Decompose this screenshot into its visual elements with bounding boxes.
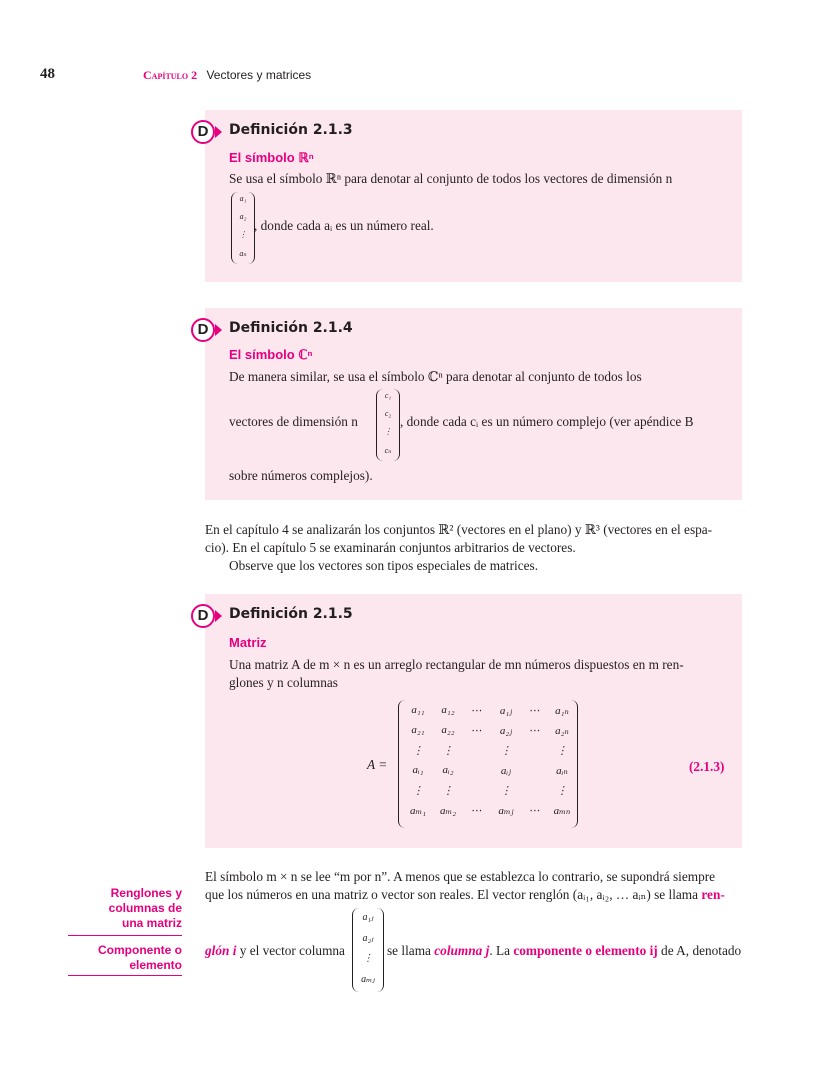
matrix-entry: a₁₁ (411, 704, 425, 716)
matrix-entry: ⋮ (500, 785, 512, 797)
definition-text: vectores de dimensión n (229, 414, 358, 429)
matrix-entry: ⋮ (442, 785, 454, 797)
badge-arrow-icon (215, 324, 222, 336)
column-vector-a (231, 192, 255, 264)
definition-badge-icon: D (191, 318, 215, 342)
vector-entry: ⋮ (363, 953, 373, 964)
matrix-entry: a₁₂ (441, 704, 455, 716)
matrix-entry: ⋮ (500, 745, 512, 757)
definition-subtitle: El símbolo ℝⁿ (229, 150, 314, 165)
chapter-title: Vectores y matrices (206, 68, 312, 82)
matrix-entry: a₂₁ (411, 724, 425, 736)
matrix-entry: ⋮ (412, 785, 424, 797)
body-text: y el vector columna (239, 943, 345, 958)
matrix-entry: aₘⱼ (498, 805, 514, 817)
matrix-entry: aₘ₂ (439, 805, 457, 817)
body-line: En el capítulo 4 se analizarán los conjuntos ℝ² (vectores en el plano) y ℝ³ (vectores en el espa- (205, 522, 713, 537)
body-text: . La (489, 943, 510, 958)
vector-entry: a₂ⱼ (362, 933, 374, 944)
definition-text: sobre números complejos). (229, 468, 373, 483)
matrix-entry: a₁ₙ (555, 705, 569, 717)
matrix-entry: a₂ⱼ (499, 725, 513, 737)
matrix-entry: ⋮ (556, 745, 568, 757)
definition-text: Una matriz A de m × n es un arreglo rectangular de mn números dispuestos en m ren- (229, 657, 684, 672)
body-line: cio). En el capítulo 5 se examinarán conjuntos arbitrarios de vectores. (205, 540, 576, 555)
badge-arrow-icon (215, 610, 222, 622)
term-columna-j: columna j (434, 943, 490, 958)
definition-text: , donde cada aᵢ es un número real. (254, 218, 434, 233)
matrix-entry: ⋮ (442, 745, 454, 757)
matrix-entry: aᵢⱼ (500, 765, 512, 777)
matrix-entry: ⋮ (412, 745, 424, 757)
term-componente: componente o elemento ij (513, 943, 658, 958)
vector-entry: a₁ (239, 194, 247, 203)
matrix-entry: aᵢ₂ (442, 764, 454, 776)
margin-note-component: Componente o elemento (98, 943, 182, 972)
margin-rule (68, 975, 182, 976)
matrix-entry: aₘₙ (553, 805, 571, 817)
chapter-label: Capítulo 2 (143, 68, 198, 82)
matrix-entry: ⋯ (528, 805, 540, 817)
body-line: Observe que los vectores son tipos especiales de matrices. (229, 558, 539, 573)
matrix-entry: ⋯ (470, 805, 482, 817)
margin-note-rows-columns: Renglones y columnas de una matriz (108, 886, 182, 930)
matrix-entry: aᵢₙ (556, 765, 568, 777)
matrix-lhs: A = (367, 757, 388, 772)
vector-entry: aₘⱼ (361, 974, 375, 985)
column-vector-j (352, 908, 384, 992)
definition-text: De manera similar, se usa el símbolo ℂⁿ para denotar al conjunto de todos los (229, 369, 642, 384)
definition-title: Definición 2.1.3 (229, 122, 353, 138)
term-renglon-i: glón i (205, 943, 237, 958)
vector-entry: aₙ (239, 249, 247, 258)
badge-arrow-icon (215, 126, 222, 138)
matrix-entry: aₘ₁ (409, 805, 427, 817)
definition-badge-icon: D (191, 120, 215, 144)
vector-entry: a₁ⱼ (362, 912, 374, 923)
equation-number: (2.1.3) (689, 759, 725, 774)
running-header (143, 68, 311, 83)
matrix-entry: a₂₂ (441, 724, 455, 736)
body-text: que los números en una matriz o vector son reales. El vector renglón (aᵢ₁, aᵢ₂, … aᵢₙ) se llama (205, 887, 699, 902)
definition-text: Se usa el símbolo ℝⁿ para denotar al conjunto de todos los vectores de dimensión n (229, 171, 673, 186)
matrix-entry: ⋮ (556, 785, 568, 797)
definition-text: , donde cada cᵢ es un número complejo (ver apéndice B (400, 414, 694, 429)
matrix-entry: ⋯ (528, 725, 540, 737)
matrix-A (398, 700, 578, 828)
body-line (205, 942, 345, 960)
vector-entry: c₁ (384, 391, 392, 400)
vector-entry: cₙ (384, 446, 392, 455)
body-line: El símbolo m × n se lee “m por n”. A menos que se establezca lo contrario, se supondrá siempre (205, 869, 716, 884)
matrix-entry: ⋯ (470, 725, 482, 737)
matrix-entry: a₂ₙ (555, 725, 569, 737)
vector-entry: ⋮ (384, 427, 392, 436)
term-renglon: ren- (701, 887, 725, 902)
definition-title: Definición 2.1.4 (229, 320, 353, 336)
matrix-entry: a₁ⱼ (499, 705, 513, 717)
definition-subtitle: Matriz (229, 635, 267, 650)
page-number: 48 (40, 66, 55, 82)
matrix-entry: ⋯ (528, 705, 540, 717)
definition-badge-icon: D (191, 604, 215, 628)
body-line (387, 942, 745, 960)
body-text: se llama (387, 943, 431, 958)
body-text: de A, denotado (661, 943, 742, 958)
matrix-entry: ⋯ (470, 705, 482, 717)
matrix-entry: aᵢ₁ (412, 764, 424, 776)
vector-entry: ⋮ (239, 230, 247, 239)
vector-entry: a₂ (239, 212, 247, 221)
definition-text: glones y n columnas (229, 675, 338, 690)
margin-rule (68, 935, 182, 936)
definition-subtitle: El símbolo ℂⁿ (229, 347, 313, 362)
body-line (205, 886, 745, 904)
definition-title: Definición 2.1.5 (229, 606, 353, 622)
vector-entry: c₂ (384, 409, 392, 418)
column-vector-c (376, 389, 400, 461)
